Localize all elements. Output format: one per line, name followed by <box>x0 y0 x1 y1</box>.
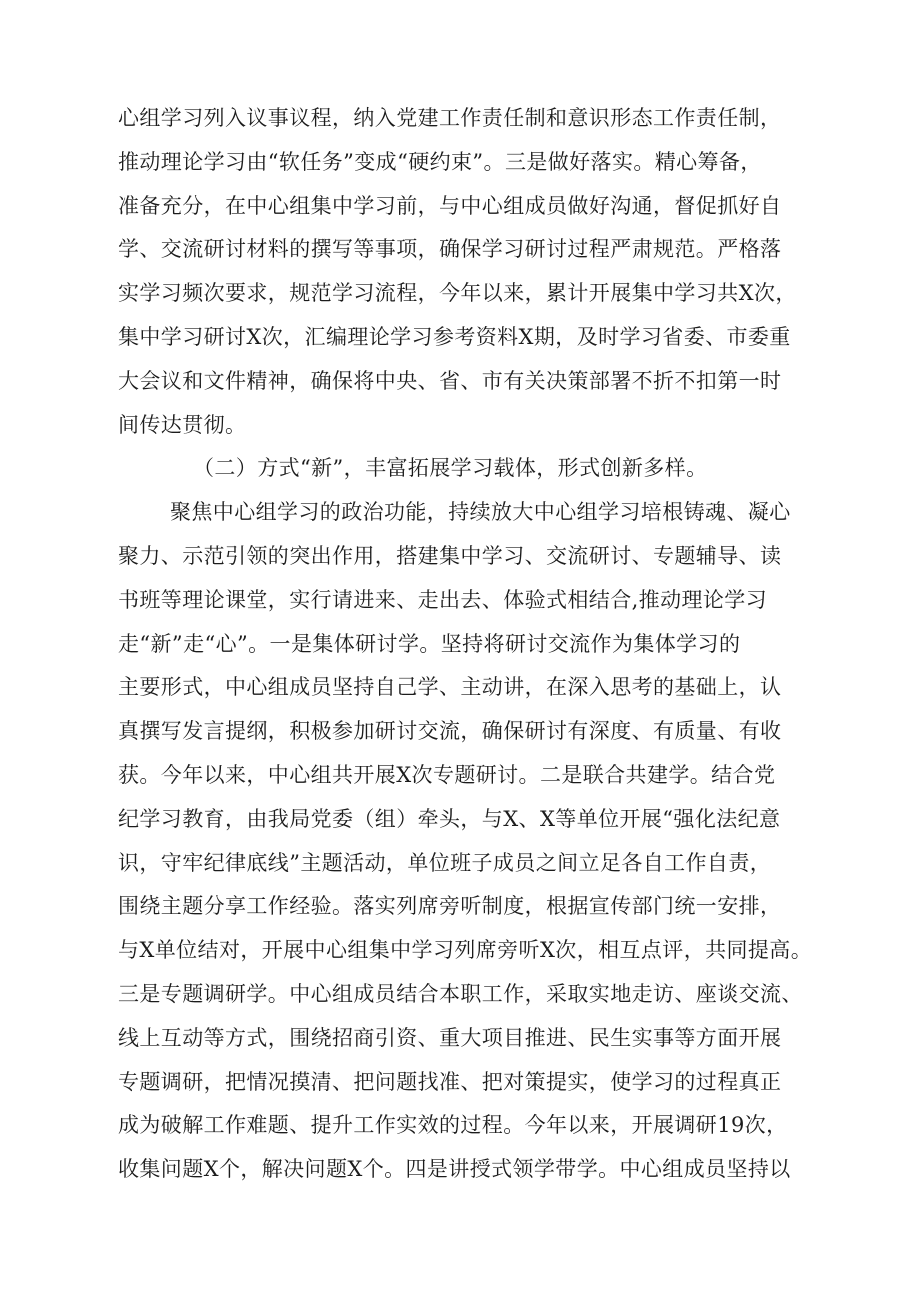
paragraph-line: 真撰写发言提纲，积极参加研讨交流，确保研讨有深度、有质量、有收 <box>118 719 782 744</box>
paragraph-line: 走“新”走“心”。一是集体研讨学。坚持将研讨交流作为集体学习的 <box>118 631 741 656</box>
paragraph-line: 间传达贯彻。 <box>118 412 247 437</box>
paragraph-line: 专题调研，把情况摸清、把问题找准、把对策提实，使学习的过程真正 <box>118 1069 782 1094</box>
paragraph-line: 线上互动等方式，围绕招商引资、重大项目推进、民生实事等方面开展 <box>118 1025 782 1050</box>
paragraph-line: 纪学习教育，由我局党委（组）牵头，与X、X等单位开展“强化法纪意 <box>118 806 781 831</box>
paragraph-line: 收集问题X个，解决问题X个。四是讲授式领学带学。中心组成员坚持以 <box>118 1157 791 1182</box>
document-body <box>118 97 840 1192</box>
paragraph-line: 大会议和文件精神，确保将中央、省、市有关决策部署不折不扣第一时 <box>118 368 782 393</box>
paragraph-line: 心组学习列入议事议程，纳入党建工作责任制和意识形态工作责任制， <box>118 106 782 130</box>
paragraph-line: 识，守牢纪律底线”主题活动，单位班子成员之间立足各自工作自责， <box>118 850 772 875</box>
paragraph-line: 获。今年以来，中心组共开展X次专题研讨。二是联合共建学。结合党 <box>118 762 776 787</box>
paragraph-line: 实学习频次要求，规范学习流程，今年以来，累计开展集中学习共X次， <box>118 281 797 306</box>
paragraph-line: 聚力、示范引领的突出作用，搭建集中学习、交流研讨、专题辅导、读 <box>118 543 782 568</box>
section-heading: （二）方式“新”，丰富拓展学习载体，形式创新多样。 <box>193 456 708 481</box>
paragraph-line: 围绕主题分享工作经验。落实列席旁听制度，根据宣传部门统一安排， <box>118 894 782 919</box>
paragraph-line: 三是专题调研学。中心组成员结合本职工作，采取实地走访、座谈交流、 <box>118 981 803 1006</box>
paragraph-line: 集中学习研讨X次，汇编理论学习参考资料X期，及时学习省委、市委重 <box>118 324 791 349</box>
paragraph-line: 主要形式，中心组成员坚持自己学、主动讲，在深入思考的基础上，认 <box>118 675 782 700</box>
paragraph-line: 聚焦中心组学习的政治功能，持续放大中心组学习培根铸魂、凝心 <box>170 500 791 525</box>
paragraph-line: 成为破解工作难题、提升工作实效的过程。今年以来，开展调研19次， <box>118 1113 788 1138</box>
paragraph-line: 准备充分，在中心组集中学习前，与中心组成员做好沟通，督促抓好自 <box>118 193 782 218</box>
paragraph-line: 推动理论学习由“软任务”变成“硬约束”。三是做好落实。精心筹备， <box>118 149 762 174</box>
paragraph-line: 书班等理论课堂，实行请进来、走出去、体验式相结合,推动理论学习 <box>118 587 768 612</box>
paragraph-line: 与X单位结对，开展中心组集中学习列席旁听X次，相互点评，共同提高。 <box>118 938 813 963</box>
paragraph-line: 学、交流研讨材料的撰写等事项，确保学习研讨过程严肃规范。严格落 <box>118 237 782 262</box>
